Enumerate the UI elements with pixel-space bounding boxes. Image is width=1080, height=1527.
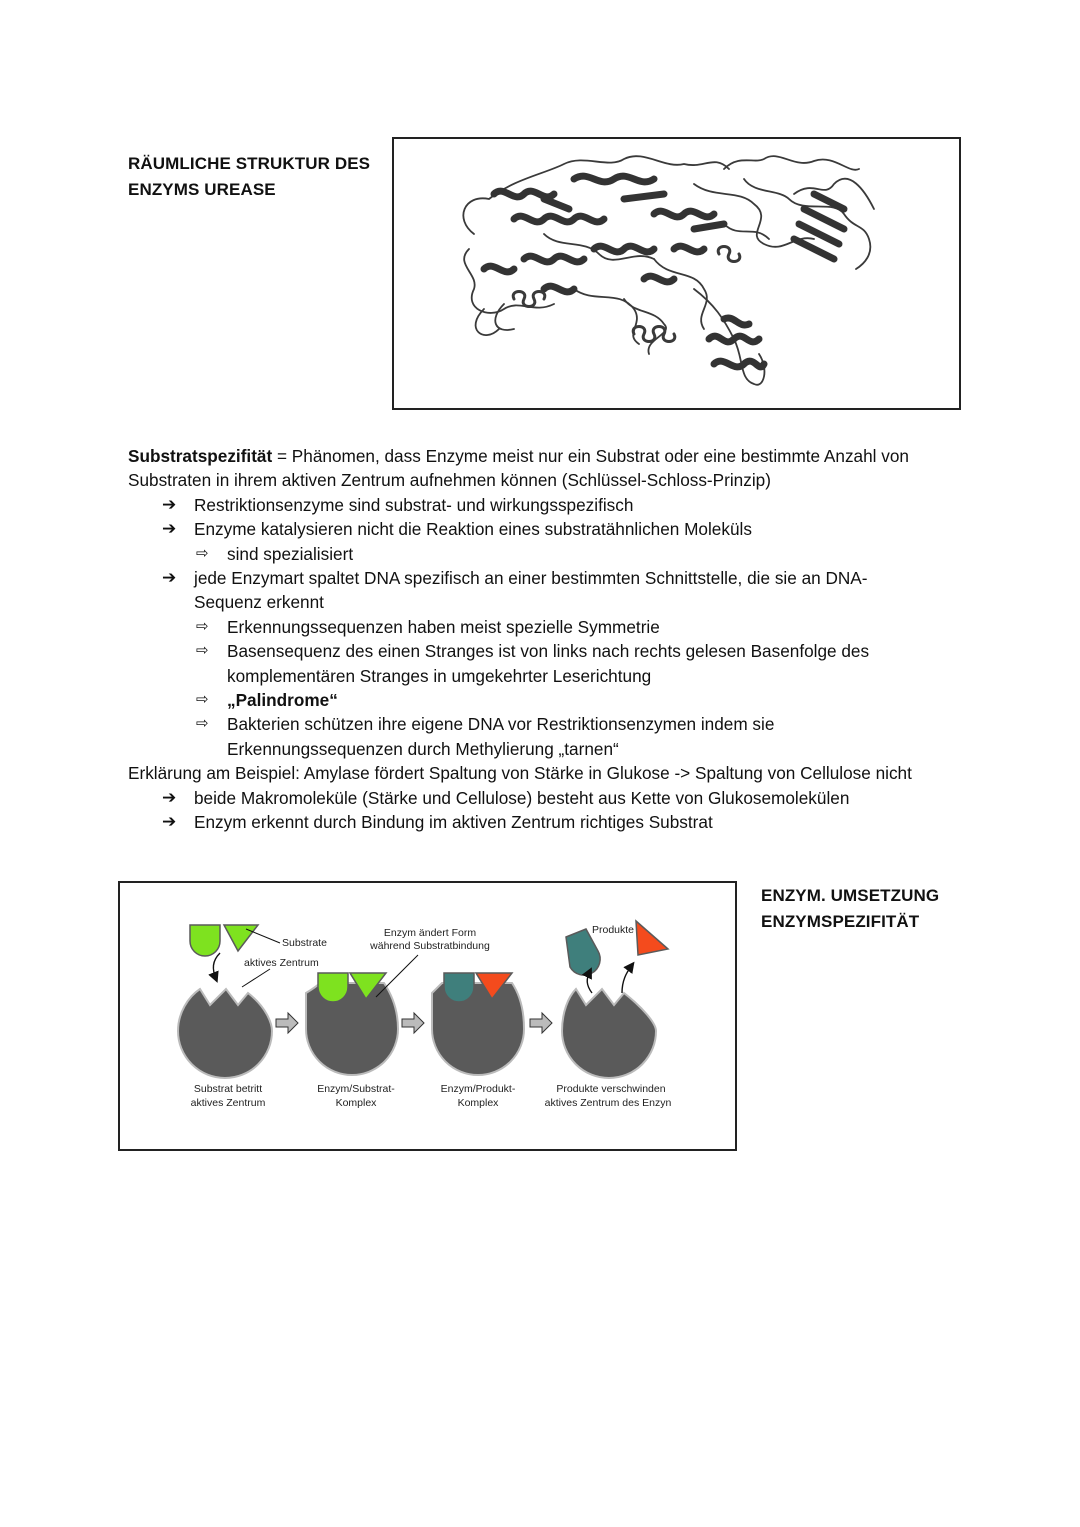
bullet-text: beide Makromoleküle (Stärke und Cellulose) besteht aus Kette von Glukosemolekülen: [194, 787, 850, 808]
palindrome-term: „Palindrome“: [227, 690, 338, 711]
label-shape-change-line1: Enzym ändert Form: [383, 927, 477, 939]
label-shape-change-line2: während Substratbindung: [370, 940, 490, 952]
step1-caption-line2: aktives Zentrum: [190, 1097, 266, 1109]
bullet-text: Enzym erkennt durch Bindung im aktiven Zentrum richtiges Substrat: [194, 812, 713, 833]
step4-caption-line1: Produkte verschwinden: [556, 1083, 666, 1095]
substrate-semicircle-shape: [190, 925, 220, 956]
sub-bullet-item: [128, 615, 968, 639]
definition-term: Substratspezifität: [128, 446, 273, 466]
enzyme-shape: [562, 989, 656, 1078]
structure-heading-line2: ENZYMS UREASE: [128, 180, 276, 199]
body-text: [128, 444, 968, 835]
sub-bullet-item: [128, 542, 968, 566]
step3-group: [432, 973, 524, 1109]
step3-caption-line1: Enzym/Produkt-: [440, 1083, 516, 1095]
step-arrow-icon: [402, 1013, 424, 1033]
example-line: Erklärung am Beispiel: Amylase fördert Spaltung von Stärke in Glukose -> Spaltung von Cellulose nicht: [128, 763, 912, 784]
label-substrate: Substrate: [282, 937, 327, 949]
arrow-bullet-icon: ➔: [162, 519, 177, 539]
step3-caption-line2: Komplex: [457, 1097, 499, 1109]
enzyme-reaction-diagram: [120, 883, 735, 1149]
bullet-item: [128, 810, 968, 834]
step4-group: [545, 921, 672, 1109]
diagram-heading-line2: ENZYMSPEZIFITÄT: [761, 912, 920, 931]
hollow-arrow-icon: ⇨: [196, 544, 209, 562]
urease-protein-ribbon-image: [394, 139, 959, 408]
structure-heading-line1: RÄUMLICHE STRUKTUR DES: [128, 154, 371, 173]
bullet-text: Enzyme katalysieren nicht die Reaktion eines substratähnlichen Moleküls: [194, 519, 752, 540]
product-semicircle-shape: [444, 973, 474, 1002]
sub-bullet-item: [128, 688, 968, 712]
step2-caption-line1: Enzym/Substrat-: [317, 1083, 395, 1095]
enzyme-diagram-frame: [118, 881, 737, 1151]
sub-bullet-text: sind spezialisiert: [227, 543, 354, 564]
arrow-bullet-icon: ➔: [162, 568, 177, 588]
step4-caption-line2: aktives Zentrum des Enzyn: [544, 1097, 672, 1109]
structure-heading: [128, 151, 370, 203]
sub-bullet-text: Basensequenz des einen Stranges ist von links nach rechts gelesen Basenfolge des: [227, 641, 870, 662]
urease-structure-frame: [392, 137, 961, 410]
diagram-heading-line1: ENZYM. UMSETZUNG: [761, 886, 940, 905]
label-active-site: aktives Zentrum: [244, 957, 319, 969]
step-arrow-icon: [530, 1013, 552, 1033]
bullet-item: [128, 786, 968, 810]
bullet-item: [128, 566, 968, 590]
enzyme-shape: [432, 983, 524, 1075]
bullet-text: jede Enzymart spaltet DNA spezifisch an einer bestimmten Schnittstelle, die sie an DNA-: [194, 568, 868, 589]
enzyme-shape: [306, 983, 398, 1075]
hollow-arrow-icon: ⇨: [196, 715, 209, 733]
sub-bullet-item: [128, 639, 968, 663]
arrow-bullet-icon: ➔: [162, 787, 177, 807]
sub-bullet-text: Erkennungssequenzen haben meist spezielle Symmetrie: [227, 616, 660, 637]
sub-bullet-item: [128, 712, 968, 736]
substrate-triangle-shape: [224, 925, 258, 951]
step1-caption-line1: Substrat betritt: [193, 1083, 263, 1095]
definition-line: [128, 444, 968, 468]
hollow-arrow-icon: ⇨: [196, 642, 209, 660]
bullet-item: [128, 517, 968, 541]
bound-substrate-semicircle-shape: [318, 973, 348, 1002]
definition-rest: = Phänomen, dass Enzyme meist nur ein Substrat oder eine bestimmte Anzahl von: [272, 446, 909, 466]
label-products: Produkte: [591, 924, 635, 936]
sub-bullet-continuation: Erkennungssequenzen durch Methylierung „tarnen“: [227, 738, 619, 759]
step1-group: [178, 925, 327, 1109]
arrow-bullet-icon: ➔: [162, 812, 177, 832]
step2-caption-line2: Komplex: [335, 1097, 377, 1109]
enzyme-shape: [178, 989, 272, 1078]
definition-line-2: Substraten in ihrem aktiven Zentrum aufnehmen können (Schlüssel-Schloss-Prinzip): [128, 470, 771, 491]
hollow-arrow-icon: ⇨: [196, 691, 209, 709]
hollow-arrow-icon: ⇨: [196, 617, 209, 635]
bullet-item: [128, 493, 968, 517]
diagram-heading: [761, 883, 939, 935]
bullet-text: Restriktionsenzyme sind substrat- und wirkungsspezifisch: [194, 494, 634, 515]
sub-bullet-text: Bakterien schützen ihre eigene DNA vor Restriktionsenzymen indem sie: [227, 714, 775, 735]
arrow-bullet-icon: ➔: [162, 494, 177, 514]
sub-bullet-continuation: komplementären Stranges in umgekehrter Leserichtung: [227, 665, 652, 686]
released-product-triangle-shape: [636, 921, 668, 955]
step-arrow-icon: [276, 1013, 298, 1033]
bullet-continuation: Sequenz erkennt: [194, 592, 324, 613]
